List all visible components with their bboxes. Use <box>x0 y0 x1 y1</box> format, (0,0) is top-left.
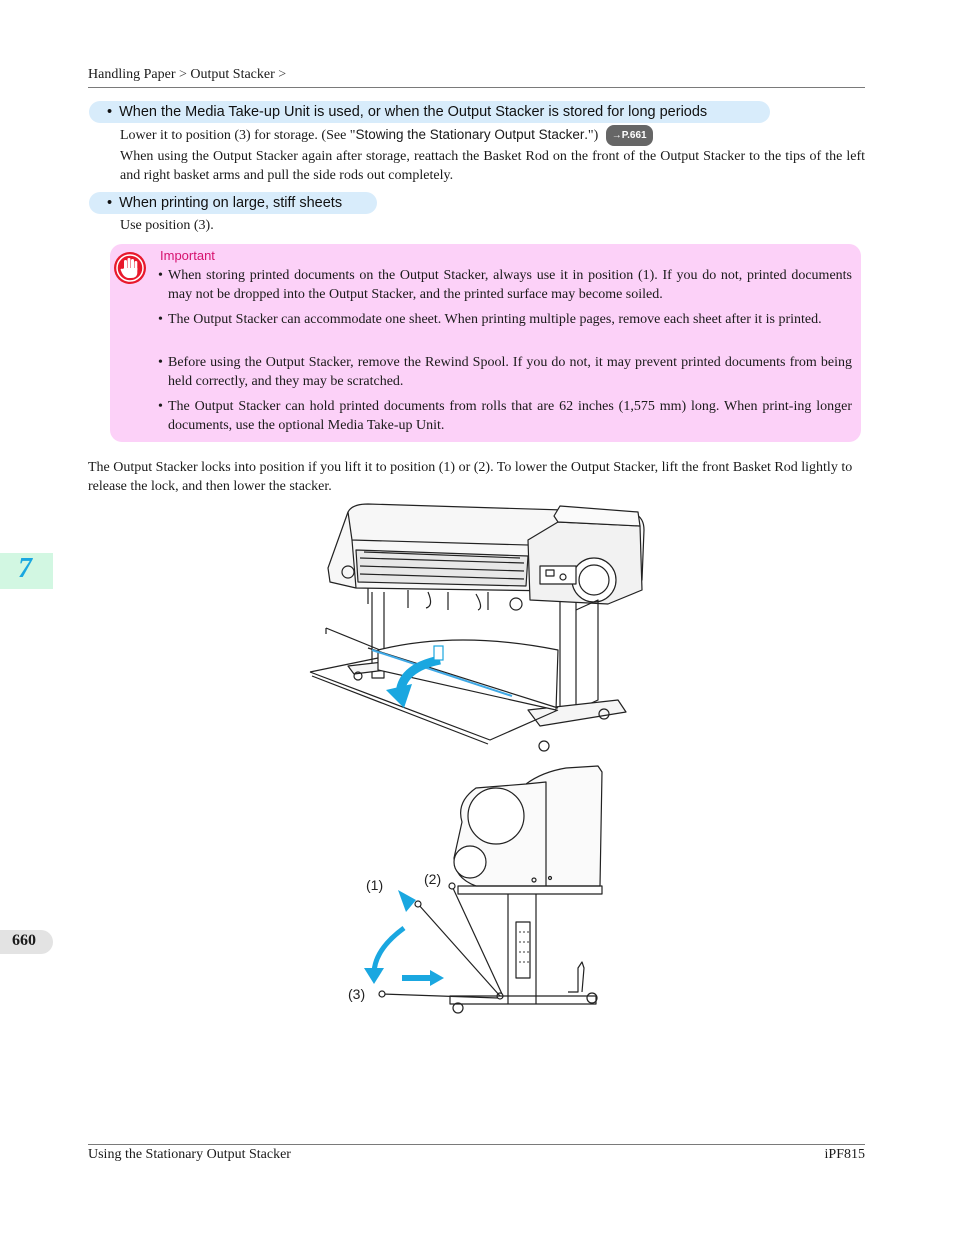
page-number: 660 <box>12 932 36 949</box>
bullet: • <box>158 312 163 327</box>
breadcrumb-separator: > <box>278 67 287 82</box>
printer-stacker-illustration <box>308 500 648 755</box>
footer-rule <box>88 1144 865 1145</box>
important-item-text: When storing printed documents on the Output Stacker, always use it in position (1). If you do not, printed documents may not be dropped into the Output Stacker, and the printed surface may become soiled. <box>168 268 852 302</box>
link-stowing-output-stacker[interactable]: Stowing the Stationary Output Stacker <box>355 127 585 142</box>
storage-instruction <box>120 125 865 146</box>
bullet: • <box>158 399 163 414</box>
section-heading-text: When the Media Take-up Unit is used, or when the Output Stacker is stored for long periods <box>119 104 708 120</box>
bullet: • <box>107 195 113 211</box>
use-position-text: Use position (3). <box>120 218 214 233</box>
important-item-text: The Output Stacker can accommodate one sheet. When printing multiple pages, remove each sheet after it is printed. <box>168 312 822 327</box>
important-item <box>158 311 852 330</box>
important-item <box>158 267 852 304</box>
important-item-text: The Output Stacker can hold printed documents from rolls that are 62 inches (1,575 mm) long. When print-ing longer documents, use the optional Media Take-up Unit. <box>168 399 852 433</box>
position-2-label: (2) <box>424 871 442 887</box>
bullet: • <box>107 104 113 120</box>
stacker-positions-illustration <box>346 762 608 1020</box>
reattach-paragraph: When using the Output Stacker again after storage, reattach the Basket Rod on the front of the Output Stacker to the tips of the left and right basket arms and pull the side rods out completely. <box>120 149 865 183</box>
important-item-text: Before using the Output Stacker, remove the Rewind Spool. If you do not, it may prevent printed documents from being held correctly, and they may be scratched. <box>168 355 852 389</box>
footer-section-title: Using the Stationary Output Stacker <box>88 1147 291 1162</box>
important-item <box>158 398 852 435</box>
instruction-text: .") <box>584 128 599 143</box>
bullet: • <box>158 355 163 370</box>
important-item <box>158 354 852 391</box>
instruction-text: Lower it to position (3) for storage. (See " <box>120 128 356 143</box>
hand-stop-icon <box>113 251 147 285</box>
header-rule <box>88 87 865 88</box>
position-3-label: (3) <box>348 986 366 1002</box>
breadcrumb-item[interactable]: Output Stacker <box>190 67 275 82</box>
breadcrumb <box>88 67 286 83</box>
footer-model-name: iPF815 <box>824 1147 865 1162</box>
page-ref-badge[interactable]: →P.661 <box>606 125 653 146</box>
position-1-label: (1) <box>366 877 384 893</box>
breadcrumb-item[interactable]: Handling Paper <box>88 67 176 82</box>
section-heading-text: When printing on large, stiff sheets <box>119 195 343 211</box>
bullet: • <box>158 268 163 283</box>
section-heading-stiff-sheets <box>89 192 377 214</box>
breadcrumb-separator: > <box>178 67 187 82</box>
lock-paragraph: The Output Stacker locks into position if you lift it to position (1) or (2). To lower the Output Stacker, lift the front Basket Rod lightly to release the lock, and then lower the stacker. <box>88 460 853 494</box>
section-heading-storage <box>89 101 770 123</box>
chapter-number: 7 <box>18 553 32 584</box>
important-title: Important <box>160 248 215 263</box>
